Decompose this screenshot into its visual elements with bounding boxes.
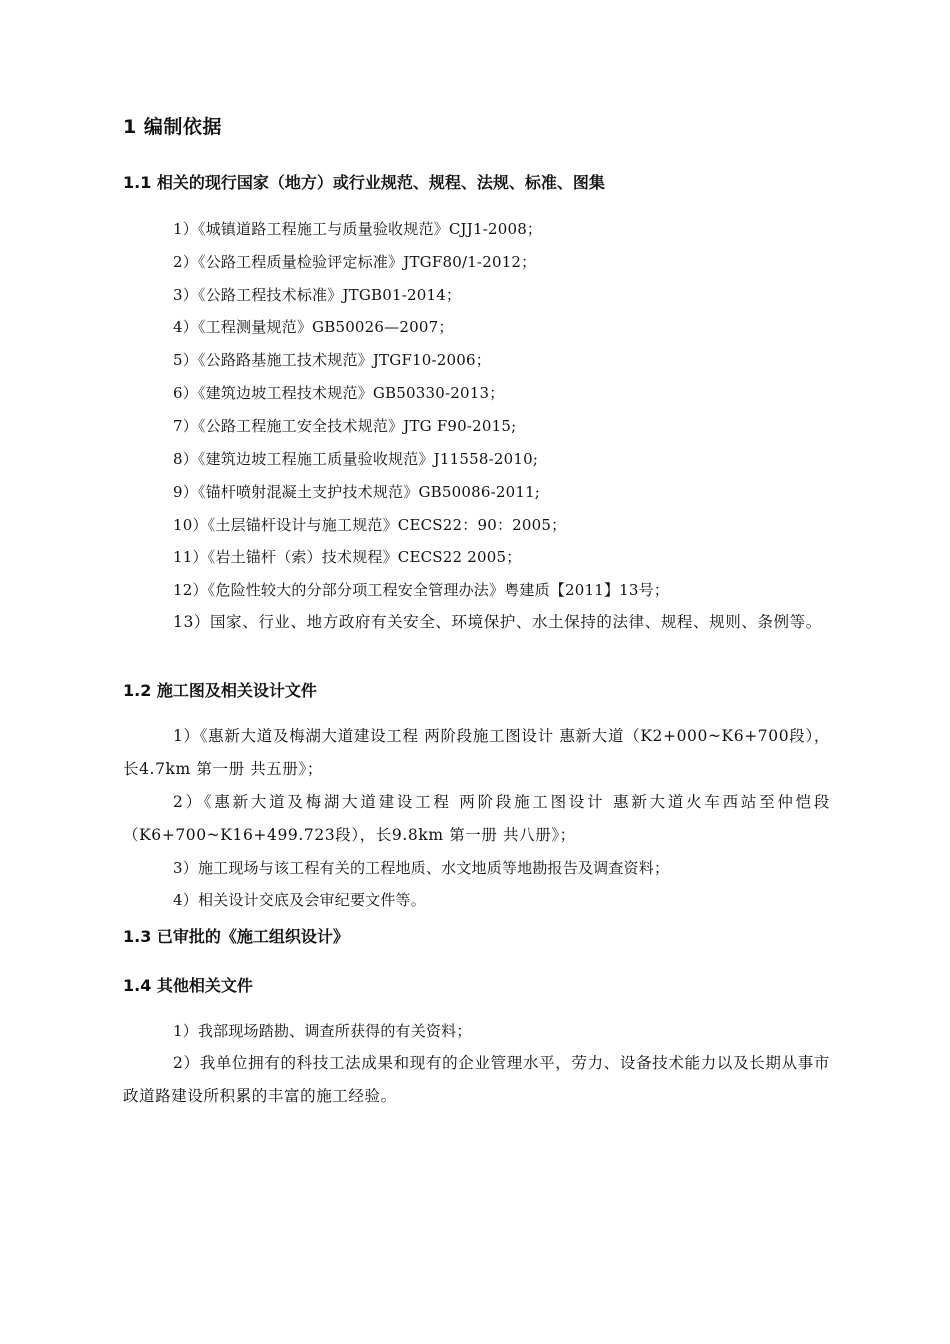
section-1-4-title: 1.4 其他相关文件 — [123, 976, 253, 995]
list-item: 8）《建筑边坡工程施工质量验收规范》J11558-2010; — [173, 450, 539, 468]
section-1-1-title: 1.1 相关的现行国家（地方）或行业规范、规程、法规、标准、图集 — [123, 173, 605, 192]
list-item: 2）我单位拥有的科技工法成果和现有的企业管理水平，劳力、设备技术能力以及长期从事市政道路建设所积累的丰富的施工经验。 — [123, 1054, 830, 1105]
list-item: 12）《危险性较大的分部分项工程安全管理办法》粤建质【2011】13号； — [173, 581, 670, 599]
list-item: 7）《公路工程施工安全技术规范》JTG F90-2015; — [173, 417, 517, 435]
list-item: 4）《工程测量规范》GB50026—2007； — [173, 318, 454, 336]
list-item: 9）《锚杆喷射混凝土支护技术规范》GB50086-2011; — [173, 483, 541, 501]
list-item: 4）相关设计交底及会审纪要文件等。 — [173, 891, 426, 909]
list-item: 6）《建筑边坡工程技术规范》GB50330-2013； — [173, 384, 505, 402]
list-item: 2）《惠新大道及梅湖大道建设工程 两阶段施工图设计 惠新大道火车西站至仲恺段（K6+700~K16+499.723段），长9.8km 第一册 共八册》； — [123, 793, 830, 844]
list-item: 5）《公路路基施工技术规范》JTGF10-2006； — [173, 351, 491, 369]
list-item: 1）我部现场踏勘、调查所获得的有关资料； — [173, 1022, 472, 1040]
list-item: 3）《公路工程技术标准》JTGB01-2014； — [173, 286, 462, 304]
list-item: 1）《城镇道路工程施工与质量验收规范》CJJ1-2008； — [173, 220, 543, 238]
chapter-heading: 1 编制依据 — [123, 116, 222, 138]
list-item: 13）国家、行业、地方政府有关安全、环境保护、水土保持的法律、规程、规则、条例等。 — [173, 613, 822, 631]
list-item: 10）《土层锚杆设计与施工规范》CECS22：90：2005； — [173, 516, 567, 534]
list-item: 3）施工现场与该工程有关的工程地质、水文地质等地勘报告及调查资料； — [173, 859, 670, 877]
list-item: 1）《惠新大道及梅湖大道建设工程 两阶段施工图设计 惠新大道（K2+000~K6+700段），长4.7km 第一册 共五册》； — [123, 727, 830, 778]
section-1-2-title: 1.2 施工图及相关设计文件 — [123, 681, 317, 700]
list-item: 2）《公路工程质量检验评定标准》JTGF80/1-2012； — [173, 253, 537, 271]
section-1-3-title: 1.3 已审批的《施工组织设计》 — [123, 927, 349, 946]
list-item: 11）《岩土锚杆（索）技术规程》CECS22 2005； — [173, 548, 522, 566]
